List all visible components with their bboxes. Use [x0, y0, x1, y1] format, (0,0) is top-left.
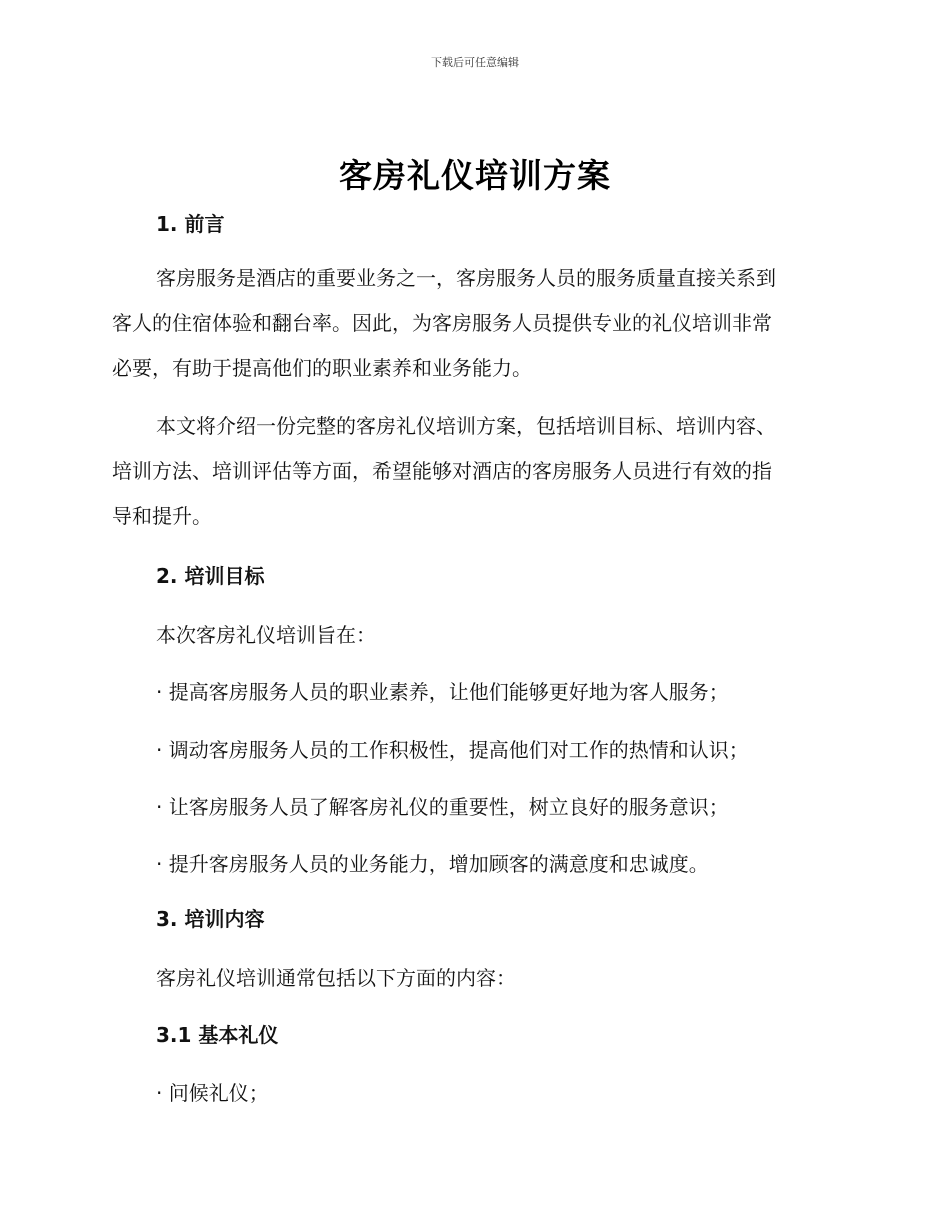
paragraph-line: 客人的住宿体验和翻台率。因此，为客房服务人员提供专业的礼仪培训非常	[112, 311, 772, 335]
paragraph-line: 必要，有助于提高他们的职业素养和业务能力。	[112, 356, 532, 380]
section-2-heading: 2. 培训目标	[156, 564, 265, 588]
section-3-heading: 3. 培训内容	[156, 907, 265, 931]
bullet-item: · 提升客房服务人员的业务能力，增加顾客的满意度和忠诚度。	[156, 852, 709, 876]
paragraph-line: 客房服务是酒店的重要业务之一，客房服务人员的服务质量直接关系到	[156, 266, 776, 290]
header-note: 下载后可任意编辑	[431, 56, 519, 69]
document-title: 客房礼仪培训方案	[339, 156, 611, 195]
paragraph-line: 导和提升。	[112, 504, 212, 528]
paragraph-line: 培训方法、培训评估等方面，希望能够对酒店的客房服务人员进行有效的指	[112, 459, 772, 483]
section-1-paragraph-1	[112, 256, 832, 391]
paragraph-line: 本文将介绍一份完整的客房礼仪培训方案，包括培训目标、培训内容、	[156, 414, 776, 438]
section-1-heading: 1. 前言	[156, 212, 225, 236]
section-2-intro: 本次客房礼仪培训旨在：	[156, 623, 376, 647]
subsection-3-1-heading: 3.1 基本礼仪	[156, 1023, 279, 1047]
bullet-item: · 提高客房服务人员的职业素养，让他们能够更好地为客人服务；	[156, 680, 729, 704]
bullet-item: · 问候礼仪；	[156, 1081, 269, 1105]
section-3-intro: 客房礼仪培训通常包括以下方面的内容：	[156, 966, 516, 990]
section-1-paragraph-2	[112, 404, 832, 539]
bullet-item: · 让客房服务人员了解客房礼仪的重要性，树立良好的服务意识；	[156, 795, 729, 819]
bullet-item: · 调动客房服务人员的工作积极性，提高他们对工作的热情和认识；	[156, 738, 749, 762]
